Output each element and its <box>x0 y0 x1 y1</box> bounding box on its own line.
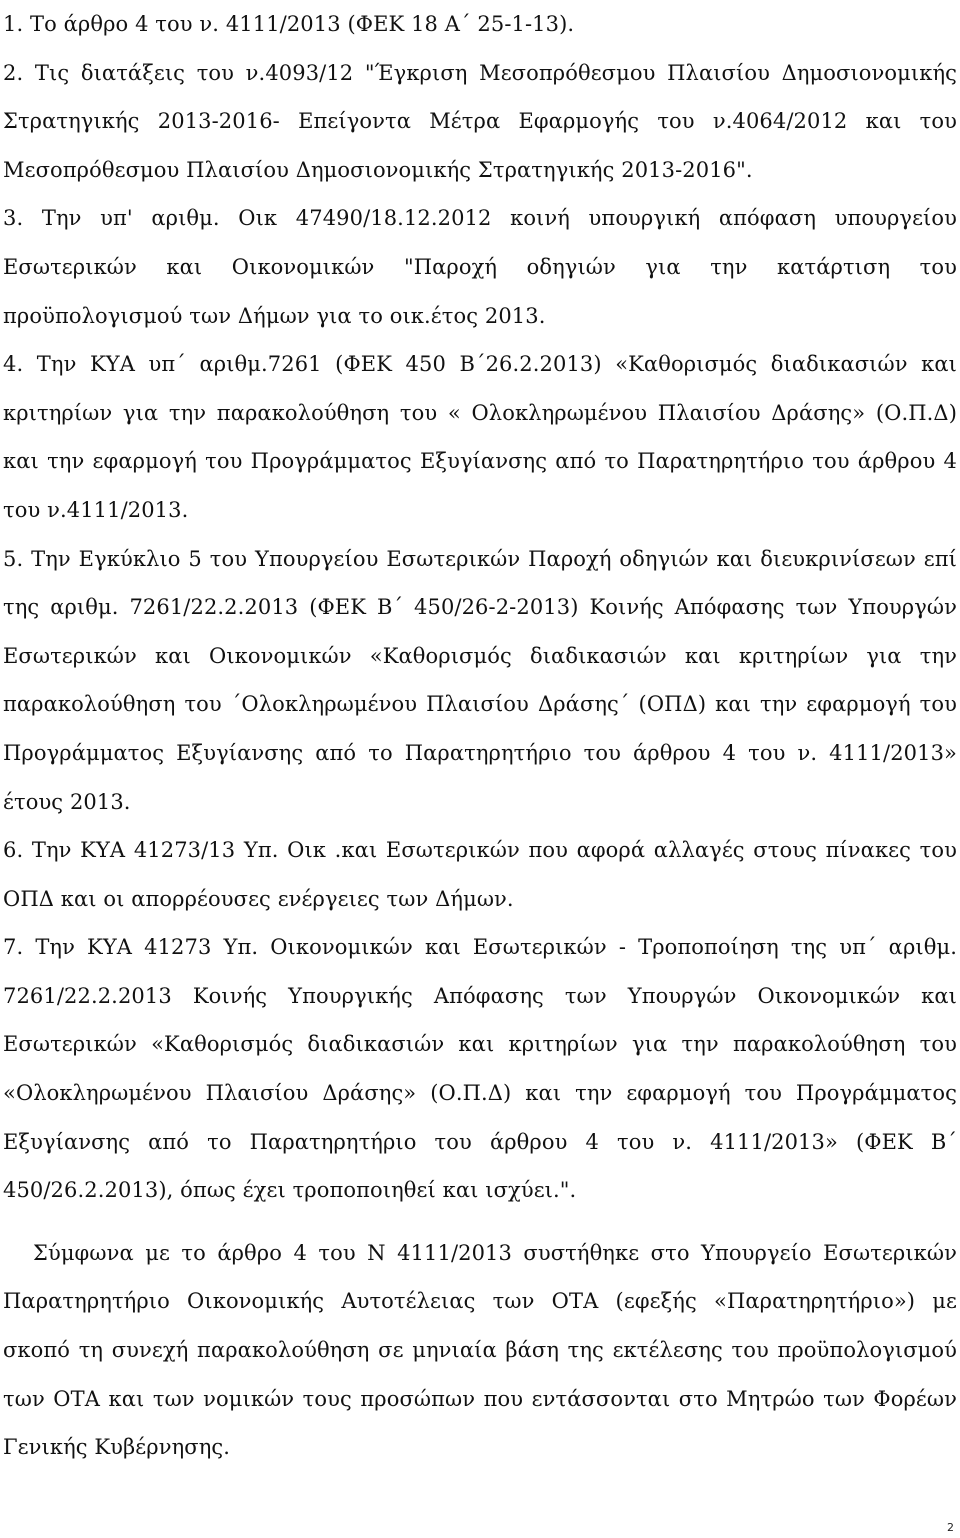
list-item: 4. Την ΚΥΑ υπ΄ αριθμ.7261 (ΦΕΚ 450 Β΄26.2.2013) «Καθορισμός διαδικασιών και κριτηρίων για την παρακολούθηση του « Ολοκληρωμένου Πλαισίου Δράσης» (Ο.Π.Δ) και την εφαρμογή του Προγράμματος Εξυγίανσης από το Παρατηρητήριο του άρθρου 4 του ν.4111/2013. <box>3 352 957 522</box>
list-item: 1. Το άρθρο 4 του ν. 4111/2013 (ΦΕΚ 18 Α΄ 25-1-13). <box>3 12 575 36</box>
document-body <box>3 0 957 1472</box>
page-number: 2 <box>947 1521 954 1534</box>
list-item: 2. Τις διατάξεις του ν.4093/12 "Έγκριση Μεσοπρόθεσμου Πλαισίου Δημοσιονομικής Στρατηγικής 2013-2016- Επείγοντα Μέτρα Εφαρμογής του ν.4064/2012 και του Μεσοπρόθεσμου Πλαισίου Δημοσιονομικής Στρατηγικής 2013-2016". <box>3 60 957 182</box>
closing-paragraph: Σύμφωνα με το άρθρο 4 του Ν 4111/2013 συστήθηκε στο Υπουργείο Εσωτερικών Παρατηρητήριο Οικονομικής Αυτοτέλειας των ΟΤΑ (εφεξής «Παρατηρητήριο») με σκοπό τη συνεχή παρακολούθηση σε μηνιαία βάση της εκτέλεσης του προϋπολογισμού των ΟΤΑ και των νομικών τους προσώπων που εντάσσονται στο Μητρώο των Φορέων Γενικής Κυβέρνησης. <box>3 1240 957 1460</box>
list-item: 5. Την Εγκύκλιο 5 του Υπουργείου Εσωτερικών Παροχή οδηγιών και διευκρινίσεων επί της αριθμ. 7261/22.2.2013 (ΦΕΚ Β΄ 450/26-2-2013) Κοινής Απόφασης των Υπουργών Εσωτερικών και Οικονομικών «Καθορισμός διαδικασιών και κριτηρίων για την παρακολούθηση του ΄Ολοκληρωμένου Πλαισίου Δράσης΄ (ΟΠΔ) και την εφαρμογή του Προγράμματος Εξυγίανσης από το Παρατηρητήριο του άρθρου 4 του ν. 4111/2013» έτους 2013. <box>3 546 957 814</box>
list-item: 6. Την ΚΥΑ 41273/13 Υπ. Οικ .και Εσωτερικών που αφορά αλλαγές στους πίνακες του ΟΠΔ και οι απορρέουσες ενέργειες των Δήμων. <box>3 838 957 911</box>
list-item: 3. Την υπ' αριθμ. Οικ 47490/18.12.2012 κοινή υπουργική απόφαση υπουργείου Εσωτερικών και Οικονομικών "Παροχή οδηγιών για την κατάρτιση του προϋπολογισμού των Δήμων για το οικ.έτος 2013. <box>3 206 957 328</box>
list-item: 7. Την ΚΥΑ 41273 Υπ. Οικονομικών και Εσωτερικών - Τροποποίηση της υπ΄ αριθμ. 7261/22.2.2013 Κοινής Υπουργικής Απόφασης των Υπουργών Οικονομικών και Εσωτερικών «Καθορισμός διαδικασιών και κριτηρίων για την παρακολούθηση του «Ολοκληρωμένου Πλαισίου Δράσης» (Ο.Π.Δ) και την εφαρμογή του Προγράμματος Εξυγίανσης από το Παρατηρητήριο του άρθρου 4 του ν. 4111/2013» (ΦΕΚ Β΄ 450/26.2.2013), όπως έχει τροποποιηθεί και ισχύει.". <box>3 935 957 1203</box>
